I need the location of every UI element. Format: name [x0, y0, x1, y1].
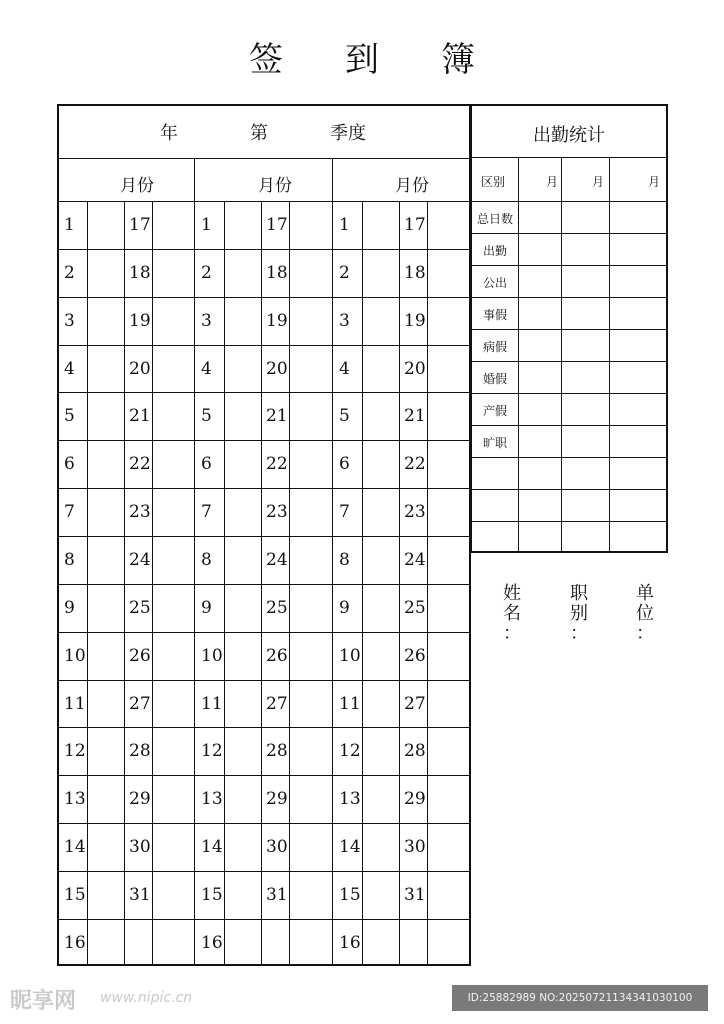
- page-title: [0, 38, 724, 82]
- unit-char-2: 位: [636, 603, 654, 624]
- day-number: 28: [404, 741, 426, 762]
- stats-row-label: 病假: [482, 340, 507, 354]
- day-number: 23: [404, 502, 426, 523]
- stats-row-divider: [470, 361, 668, 362]
- day-number: 1: [339, 215, 350, 235]
- quarter-prefix-label: 第: [250, 123, 268, 144]
- day-number: 6: [201, 454, 212, 475]
- stats-month-header-1: 月: [546, 175, 559, 189]
- day-row-divider: [57, 488, 471, 489]
- day-row-divider: [57, 680, 471, 681]
- month-label-2: 月份: [258, 176, 292, 196]
- stats-column-divider: [561, 157, 562, 553]
- day-number: 24: [266, 550, 288, 570]
- day-number: 18: [404, 262, 426, 283]
- day-number: 24: [129, 550, 151, 570]
- stats-month-divider: [470, 201, 668, 202]
- day-number: 5: [201, 406, 212, 427]
- day-number: 8: [339, 550, 350, 570]
- title-char-1: 签: [249, 40, 283, 80]
- stats-row-label: 公出: [482, 276, 507, 290]
- stats-column-divider: [518, 157, 519, 553]
- day-number: 20: [266, 358, 288, 379]
- day-row-divider: [57, 584, 471, 585]
- day-number: 16: [339, 932, 361, 953]
- position-colon: ：: [570, 623, 588, 644]
- day-number: 17: [404, 215, 426, 235]
- quarter-label: 季度: [330, 123, 366, 144]
- day-number: 3: [339, 310, 350, 331]
- name-char-1: 姓: [503, 583, 521, 604]
- stats-row-label: 旷职: [482, 436, 507, 450]
- stats-category-header: 区别: [481, 175, 506, 189]
- unit-char-1: 单: [636, 583, 654, 604]
- stats-row-divider: [470, 521, 668, 522]
- day-row-divider: [57, 297, 471, 298]
- day-number: 15: [64, 884, 86, 905]
- unit-field-label: [632, 584, 658, 644]
- day-number: 12: [64, 741, 86, 762]
- day-number: 27: [266, 693, 288, 714]
- day-row-divider: [57, 871, 471, 872]
- day-number: 8: [64, 550, 75, 570]
- position-field-label: [566, 584, 592, 644]
- day-number: 16: [201, 932, 223, 953]
- day-number: 19: [129, 310, 151, 331]
- day-row-divider: [57, 536, 471, 537]
- stats-row-label: 总日数: [476, 212, 513, 226]
- day-number: 11: [64, 693, 86, 714]
- day-number: 14: [339, 837, 361, 858]
- day-number: 10: [339, 645, 361, 666]
- day-row-divider: [57, 823, 471, 824]
- day-number: 30: [266, 837, 288, 858]
- day-row-divider: [57, 249, 471, 250]
- month-label-3: 月份: [395, 176, 429, 196]
- day-number: 15: [201, 884, 223, 905]
- day-number: 1: [64, 215, 75, 235]
- day-row-divider: [57, 775, 471, 776]
- day-number: 24: [404, 550, 426, 570]
- day-number: 9: [201, 597, 212, 618]
- day-number: 29: [129, 789, 151, 810]
- month-divider: [57, 201, 471, 202]
- day-number: 7: [201, 502, 212, 523]
- day-number: 12: [339, 741, 361, 762]
- stats-row-label: 出勤: [482, 244, 507, 258]
- day-number: 30: [129, 837, 151, 858]
- day-number: 25: [404, 597, 426, 618]
- title-char-3: 簿: [441, 40, 475, 80]
- unit-colon: ：: [636, 623, 654, 644]
- day-number: 20: [404, 358, 426, 379]
- stats-row-divider: [470, 297, 668, 298]
- day-number: 3: [64, 310, 75, 331]
- day-number: 20: [129, 358, 151, 379]
- day-number: 18: [266, 262, 288, 283]
- day-number: 27: [129, 693, 151, 714]
- day-number: 2: [201, 262, 212, 283]
- day-number: 9: [339, 597, 350, 618]
- stats-row-divider: [470, 457, 668, 458]
- day-number: 8: [201, 550, 212, 570]
- day-number: 18: [129, 262, 151, 283]
- day-number: 21: [404, 406, 426, 427]
- day-number: 15: [339, 884, 361, 905]
- day-number: 22: [129, 454, 151, 475]
- day-number: 31: [404, 884, 426, 905]
- day-row-divider: [57, 345, 471, 346]
- header-divider: [57, 158, 471, 159]
- day-number: 5: [64, 406, 75, 427]
- day-row-divider: [57, 727, 471, 728]
- day-number: 27: [404, 693, 426, 714]
- month-block-divider: [194, 158, 195, 966]
- day-number: 28: [129, 741, 151, 762]
- day-number: 30: [404, 837, 426, 858]
- day-row-divider: [57, 392, 471, 393]
- day-number: 6: [339, 454, 350, 475]
- day-number: 1: [201, 215, 212, 235]
- day-number: 11: [201, 693, 223, 714]
- day-number: 4: [64, 358, 75, 379]
- day-number: 21: [266, 406, 288, 427]
- stats-row-divider: [470, 329, 668, 330]
- day-number: 26: [266, 645, 288, 666]
- stats-row-divider: [470, 425, 668, 426]
- stats-column-divider: [609, 157, 610, 553]
- day-number: 4: [339, 358, 350, 379]
- day-number: 10: [201, 645, 223, 666]
- month-label-1: 月份: [120, 176, 154, 196]
- day-number: 25: [266, 597, 288, 618]
- day-number: 19: [404, 310, 426, 331]
- day-number: 25: [129, 597, 151, 618]
- day-number: 14: [64, 837, 86, 858]
- day-number: 16: [64, 932, 86, 953]
- day-number: 31: [129, 884, 151, 905]
- day-number: 7: [339, 502, 350, 523]
- stats-row-label: 产假: [482, 404, 507, 418]
- day-number: 17: [129, 215, 151, 235]
- title-char-2: 到: [345, 40, 379, 80]
- day-number: 14: [201, 837, 223, 858]
- day-number: 13: [339, 789, 361, 810]
- position-char-2: 别: [570, 603, 588, 624]
- stats-month-header-3: 月: [648, 175, 661, 189]
- day-number: 17: [266, 215, 288, 235]
- day-number: 29: [404, 789, 426, 810]
- watermark-url: www.nipic.cn: [100, 990, 193, 1006]
- day-number: 13: [201, 789, 223, 810]
- name-field-label: [499, 584, 525, 644]
- attendance-stats-title: 出勤统计: [533, 125, 605, 146]
- day-number: 10: [64, 645, 86, 666]
- stats-row-label: 婚假: [482, 372, 507, 386]
- day-number: 2: [64, 262, 75, 283]
- day-number: 6: [64, 454, 75, 475]
- day-number: 28: [266, 741, 288, 762]
- day-number: 22: [404, 454, 426, 475]
- day-number: 2: [339, 262, 350, 283]
- stats-row-label: 事假: [482, 308, 507, 322]
- day-row-divider: [57, 440, 471, 441]
- stats-month-header-2: 月: [592, 175, 605, 189]
- watermark-brand: 昵享网: [10, 989, 77, 1014]
- stats-row-divider: [470, 265, 668, 266]
- stats-row-divider: [470, 233, 668, 234]
- day-number: 23: [266, 502, 288, 523]
- day-number: 26: [129, 645, 151, 666]
- day-number: 19: [266, 310, 288, 331]
- month-block-divider: [332, 158, 333, 966]
- day-row-divider: [57, 919, 471, 920]
- day-number: 22: [266, 454, 288, 475]
- stats-row-divider: [470, 489, 668, 490]
- day-number: 3: [201, 310, 212, 331]
- day-number: 31: [266, 884, 288, 905]
- day-number: 5: [339, 406, 350, 427]
- stats-row-divider: [470, 393, 668, 394]
- day-number: 11: [339, 693, 361, 714]
- year-label: 年: [160, 123, 178, 144]
- name-char-2: 名: [503, 603, 521, 624]
- day-number: 13: [64, 789, 86, 810]
- day-number: 12: [201, 741, 223, 762]
- day-number: 21: [129, 406, 151, 427]
- day-row-divider: [57, 632, 471, 633]
- name-colon: ：: [503, 623, 521, 644]
- position-char-1: 职: [570, 583, 588, 604]
- day-number: 9: [64, 597, 75, 618]
- day-number: 29: [266, 789, 288, 810]
- day-number: 7: [64, 502, 75, 523]
- day-number: 4: [201, 358, 212, 379]
- day-number: 23: [129, 502, 151, 523]
- image-id-bar: ID:25882989 NO:20250721134341030100: [452, 985, 708, 1011]
- day-number: 26: [404, 645, 426, 666]
- stats-header-divider: [470, 157, 668, 158]
